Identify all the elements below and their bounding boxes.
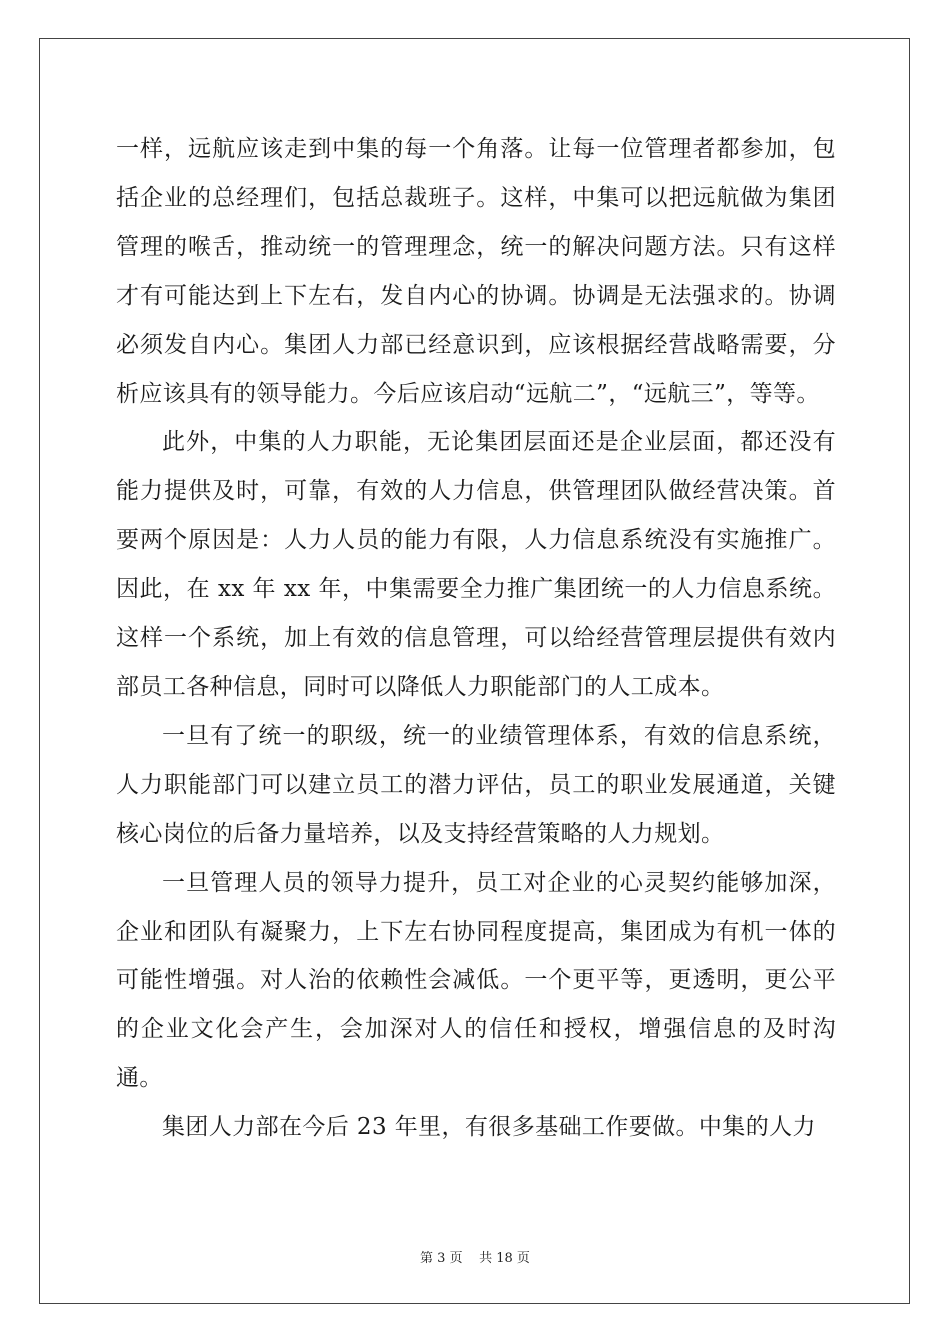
paragraph-5: 集团人力部在今后 23 年里，有很多基础工作要做。中集的人力 (162, 1114, 816, 1141)
page-footer (0, 1247, 950, 1266)
paragraph-1: 一样，远航应该走到中集的每一个角落。让每一位管理者都参加，包括企业的总经理们，包括总裁班子。这样，中集可以把远航做为集团管理的喉舌，推动统一的管理理念，统一的解决问题方法。只有这样才有可能达到上下左右，发自内心的协调。协调是无法强求的。协调必须发自内心。集团人力部已经意识到，应该根据经营战略需要，分析应该具有的领导能力。今后应该启动“远航二”，“远航三”，等等。 (116, 136, 836, 407)
page-total: 共 18 页 (479, 1251, 530, 1266)
paragraph-4: 一旦管理人员的领导力提升，员工对企业的心灵契约能够加深，企业和团队有凝聚力，上下左右协同程度提高，集团成为有机一体的可能性增强。对人治的依赖性会减低。一个更平等，更透明，更公平的企业文化会产生，会加深对人的信任和授权，增强信息的及时沟通。 (116, 869, 836, 1092)
document-body (116, 125, 836, 1152)
page-number: 第 3 页 (420, 1251, 463, 1266)
paragraph-2: 此外，中集的人力职能，无论集团层面还是企业层面，都还没有能力提供及时，可靠，有效的人力信息，供管理团队做经营决策。首要两个原因是：人力人员的能力有限，人力信息系统没有实施推广。因此，在 xx 年 xx 年，中集需要全力推广集团统一的人力信息系统。这样一个系统，加上有效的信息管理，可以给经营管理层提供有效内部员工各种信息，同时可以降低人力职能部门的人工成本。 (116, 429, 836, 700)
paragraph-3: 一旦有了统一的职级，统一的业绩管理体系，有效的信息系统，人力职能部门可以建立员工的潜力评估，员工的职业发展通道，关键核心岗位的后备力量培养，以及支持经营策略的人力规划。 (116, 722, 836, 847)
